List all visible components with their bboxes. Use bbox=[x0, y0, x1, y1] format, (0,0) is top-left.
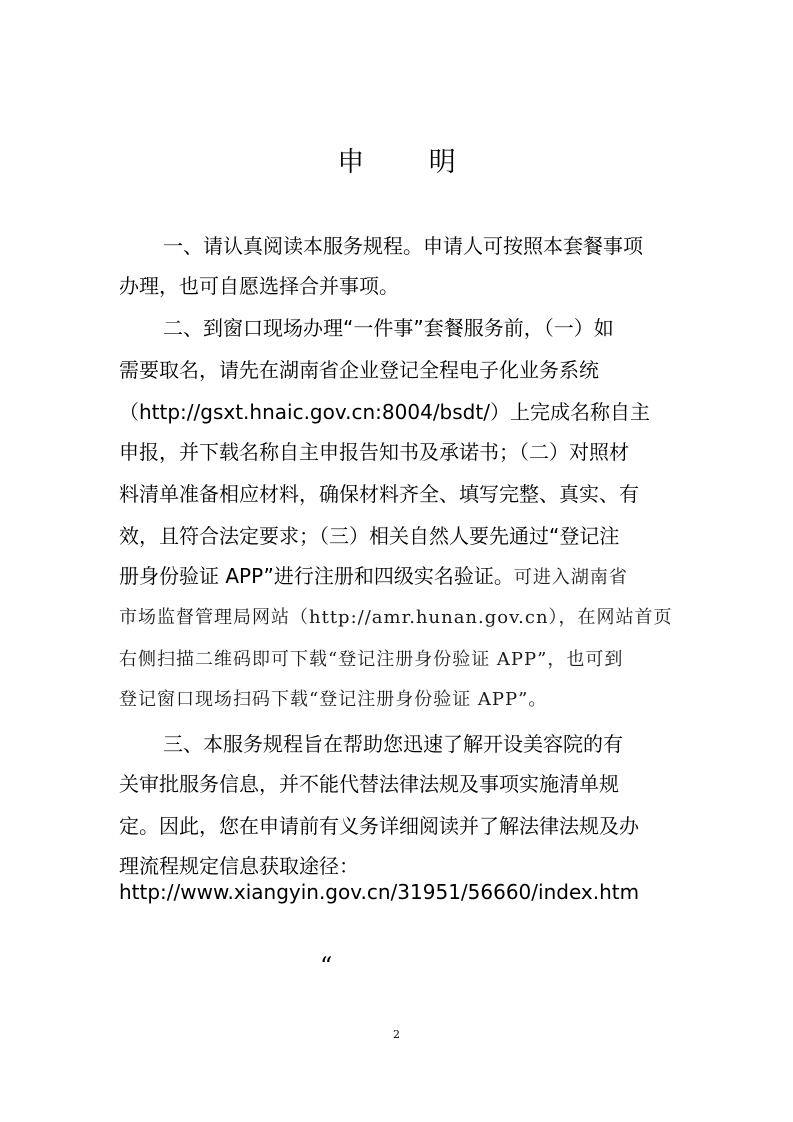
para2-line5: 料清单准备相应材料，确保材料齐全、填写完整、真实、有 bbox=[119, 482, 639, 506]
para2-line10: 登记窗口现场扫码下载“登记注册身份验证 APP”。 bbox=[119, 689, 548, 710]
para2-line3: （http://gsxt.hnaic.gov.cn:8004/bsdt/）上完成名称自主 bbox=[119, 400, 650, 424]
para1-line2: 办理，也可自愿选择合并事项。 bbox=[119, 274, 399, 298]
para1-line1: 一、请认真阅读本服务规程。申请人可按照本套餐事项 bbox=[163, 234, 643, 258]
stray-quote-mark: “ bbox=[320, 952, 333, 980]
para2-line7 bbox=[119, 556, 628, 596]
page-number: 2 bbox=[393, 1028, 400, 1041]
para3-url[interactable]: http://www.xiangyin.gov.cn/31951/56660/index.htm bbox=[119, 880, 640, 904]
para2-line1: 二、到窗口现场办理“一件事”套餐服务前，（一）如 bbox=[163, 316, 614, 340]
para2-line6: 效，且符合法定要求；（三）相关自然人要先通过“登记注 bbox=[119, 524, 620, 548]
para2-line4: 申报，并下载名称自主申报告知书及承诺书；（二）对照材 bbox=[119, 440, 629, 464]
para3-line2: 关审批服务信息，并不能代替法律法规及事项实施清单规 bbox=[119, 772, 619, 796]
para3-line3: 定。因此，您在申请前有义务详细阅读并了解法律法规及办 bbox=[119, 814, 639, 838]
para3-line4: 理流程规定信息获取途径： bbox=[119, 854, 359, 878]
para2-line2: 需要取名，请先在湖南省企业登记全程电子化业务系统 bbox=[119, 358, 599, 382]
para2-line7-serif: 可进入湖南省 bbox=[513, 567, 628, 588]
para3-line1: 三、本服务规程旨在帮助您迅速了解开设美容院的有 bbox=[163, 732, 623, 756]
para2-line8: 市场监督管理局网站（http://amr.hunan.gov.cn），在网站首页 bbox=[119, 607, 673, 628]
para2-line7-main: 册身份验证 APP”进行注册和四级实名验证。 bbox=[119, 564, 514, 588]
page-title: 申 明 bbox=[337, 147, 484, 178]
para2-line9: 右侧扫描二维码即可下载“登记注册身份验证 APP”，也可到 bbox=[119, 649, 624, 670]
